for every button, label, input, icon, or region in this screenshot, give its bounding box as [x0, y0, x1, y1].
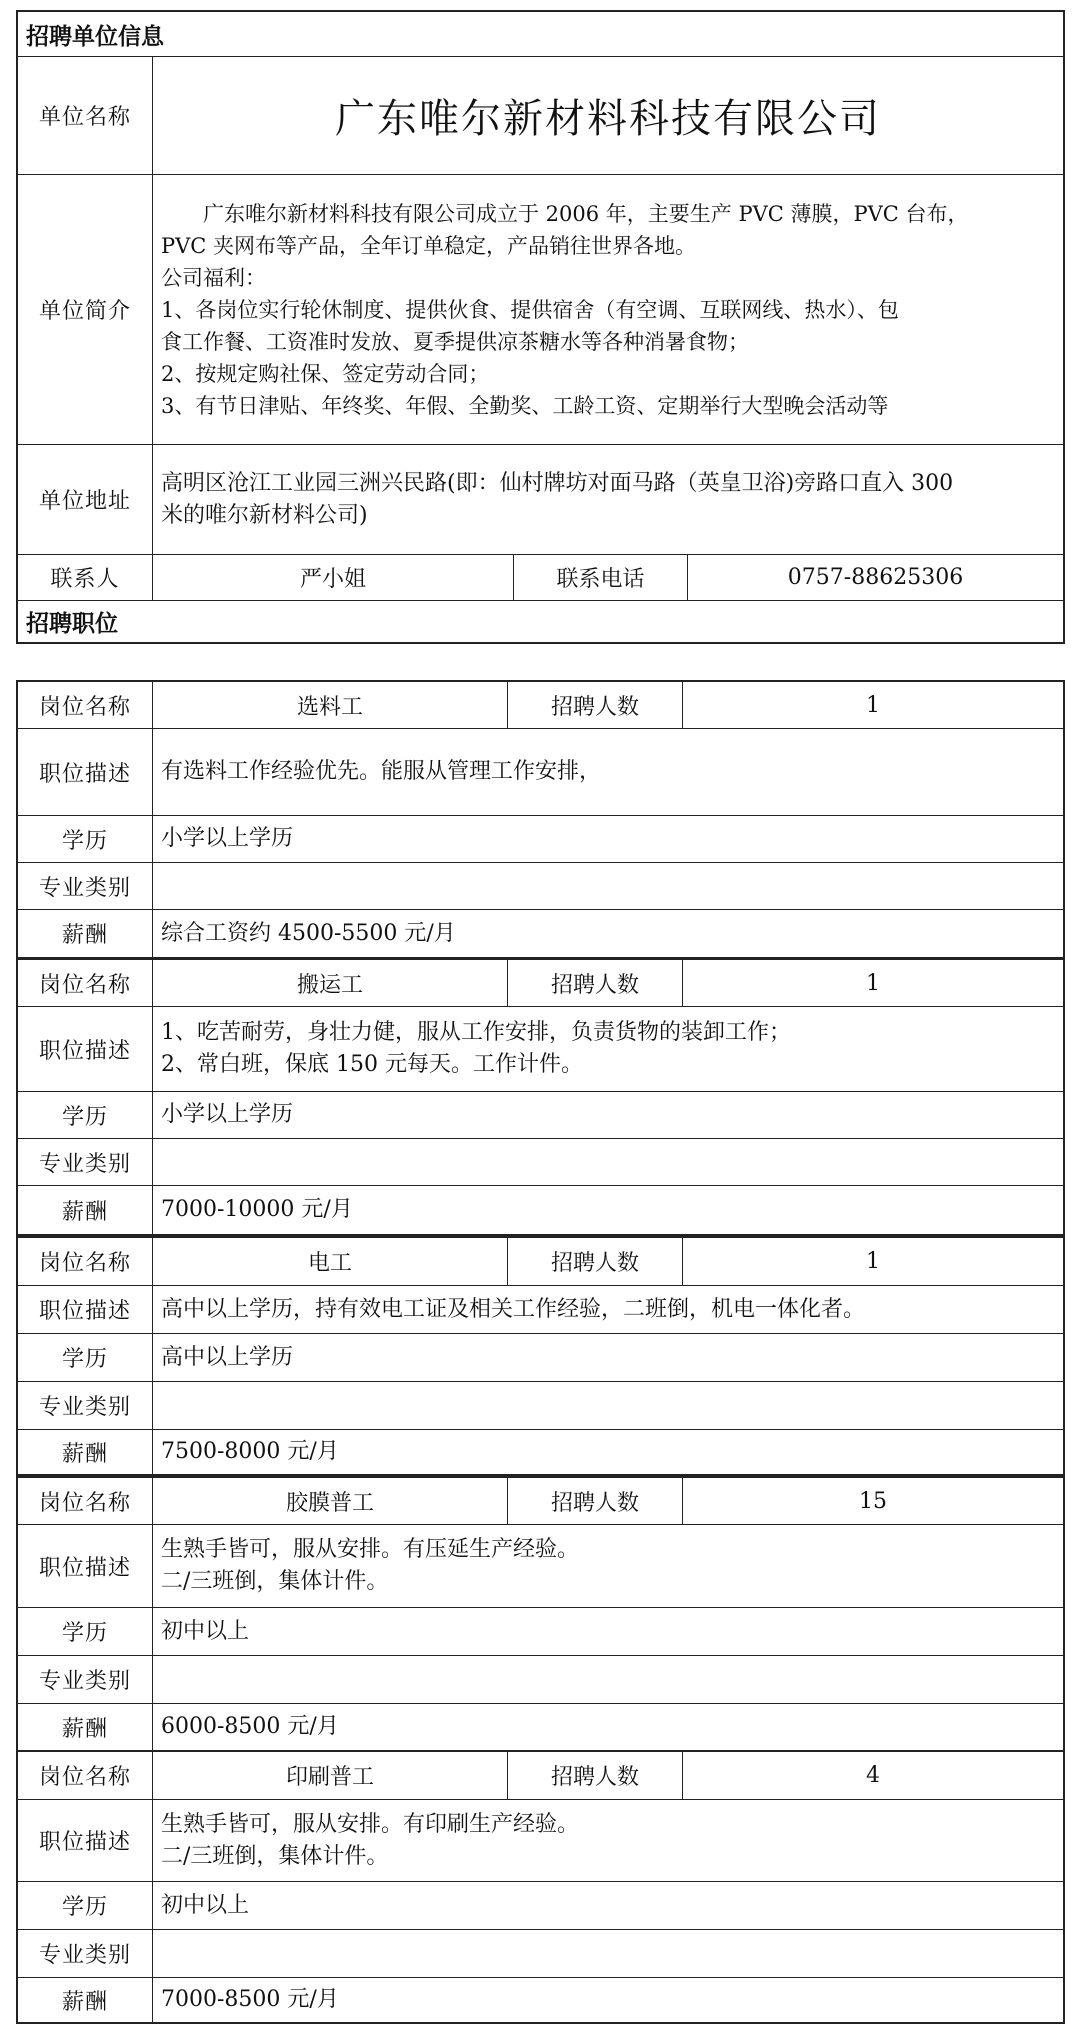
salary-label: 薪酬 — [61, 1199, 108, 1225]
job-description — [152, 1800, 1063, 1881]
job-table — [16, 680, 1065, 959]
job-education-row — [18, 1334, 1063, 1382]
job-table — [16, 1236, 1065, 1476]
job-education: 初中以上 — [152, 1882, 1063, 1929]
description-line: 生熟手皆可，服从安排。有压延生产经验。 — [161, 1537, 580, 1562]
major-label: 专业类别 — [38, 875, 131, 901]
job-major — [152, 1382, 1063, 1429]
education-label: 学历 — [61, 828, 108, 854]
job-name: 搬运工 — [152, 960, 507, 1006]
major-label: 专业类别 — [38, 1151, 131, 1177]
job-name: 印刷普工 — [152, 1752, 507, 1799]
intro-line: 1、各岗位实行轮休制度、提供伙食、提供宿舍（有空调、互联网线、热水）、包 — [161, 297, 899, 322]
headcount-label: 招聘人数 — [507, 1752, 682, 1799]
description-line: 二/三班倒，集体计件。 — [161, 1569, 389, 1594]
description-line: 2、常白班，保底 150 元每天。工作计件。 — [161, 1052, 583, 1077]
job-major — [152, 1930, 1063, 1977]
job-description-row — [18, 1286, 1063, 1334]
headcount-label: 招聘人数 — [507, 1238, 682, 1285]
job-education: 小学以上学历 — [152, 816, 1063, 862]
description-line: 1、吃苦耐劳，身壮力健，服从工作安排，负责货物的装卸工作； — [161, 1020, 791, 1045]
company-section-header — [18, 12, 1063, 57]
job-major-row — [18, 1656, 1063, 1704]
job-salary-row — [18, 1704, 1063, 1750]
headcount-label: 招聘人数 — [507, 682, 682, 728]
job-major-row — [18, 1139, 1063, 1186]
job-salary-row — [18, 1186, 1063, 1234]
company-address-row — [18, 445, 1063, 555]
salary-label: 薪酬 — [61, 1716, 108, 1742]
company-section-title: 招聘单位信息 — [26, 23, 164, 50]
description-label: 职位描述 — [38, 1555, 131, 1581]
description-label: 职位描述 — [38, 761, 131, 787]
headcount-label: 招聘人数 — [507, 960, 682, 1006]
job-table — [16, 1476, 1065, 1752]
job-headcount: 1 — [682, 682, 1063, 728]
company-name: 广东唯尔新材料科技有限公司 — [152, 57, 1063, 174]
job-table — [16, 1750, 1065, 2024]
job-name-label: 岗位名称 — [38, 1490, 131, 1516]
company-info-table — [16, 10, 1065, 644]
job-description — [152, 1286, 1063, 1333]
description-line: 生熟手皆可，服从安排。有印刷生产经验。 — [161, 1811, 580, 1837]
job-major — [152, 1139, 1063, 1185]
description-line: 高中以上学历，持有效电工证及相关工作经验，二班倒，机电一体化者。 — [161, 1296, 866, 1322]
description-line: 有选料工作经验优先。能服从管理工作安排， — [161, 759, 602, 784]
job-name: 选料工 — [152, 682, 507, 728]
job-salary: 综合工资约 4500-5500 元/月 — [152, 910, 1063, 957]
intro-line: 2、按规定购社保、签定劳动合同； — [161, 361, 490, 386]
job-salary: 7000-10000 元/月 — [152, 1186, 1063, 1234]
job-description-row — [18, 1800, 1063, 1882]
job-description-row — [18, 729, 1063, 816]
job-title-row — [18, 960, 1063, 1007]
job-name-label: 岗位名称 — [38, 694, 131, 720]
description-line: 二/三班倒，集体计件。 — [161, 1843, 389, 1869]
company-name-row — [18, 57, 1063, 175]
positions-section-title: 招聘职位 — [26, 611, 118, 637]
contact-label: 联系人 — [50, 567, 120, 592]
job-title-row — [18, 1752, 1063, 1800]
job-name-label: 岗位名称 — [38, 1765, 131, 1790]
company-name-label: 单位名称 — [38, 105, 131, 130]
job-education-row — [18, 1092, 1063, 1139]
job-education: 小学以上学历 — [152, 1092, 1063, 1138]
job-education-row — [18, 816, 1063, 863]
job-title-row — [18, 1238, 1063, 1286]
job-headcount: 1 — [682, 1238, 1063, 1285]
company-contact-row — [18, 555, 1063, 601]
job-major-row — [18, 1382, 1063, 1430]
job-salary: 6000-8500 元/月 — [152, 1704, 1063, 1750]
job-education-row — [18, 1882, 1063, 1930]
education-label: 学历 — [61, 1895, 108, 1920]
job-salary: 7000-8500 元/月 — [152, 1978, 1063, 2022]
job-name: 电工 — [152, 1238, 507, 1285]
address-line: 米的唯尔新材料公司) — [161, 502, 368, 528]
positions-section-header — [18, 601, 1063, 642]
job-description — [152, 1525, 1063, 1607]
major-label: 专业类别 — [38, 1943, 131, 1968]
salary-label: 薪酬 — [61, 1441, 108, 1467]
company-intro-label: 单位简介 — [38, 299, 131, 324]
job-salary-row — [18, 1978, 1063, 2022]
job-salary: 7500-8000 元/月 — [152, 1430, 1063, 1474]
job-major — [152, 1656, 1063, 1703]
phone-label: 联系电话 — [513, 555, 687, 600]
job-salary-row — [18, 910, 1063, 957]
job-description — [152, 1007, 1063, 1091]
job-description — [152, 729, 1063, 815]
intro-line: 公司福利： — [161, 265, 266, 290]
job-major — [152, 863, 1063, 909]
job-title-row — [18, 682, 1063, 729]
contact-person: 严小姐 — [152, 555, 513, 600]
major-label: 专业类别 — [38, 1395, 131, 1420]
contact-phone: 0757-88625306 — [687, 555, 1063, 600]
job-major-row — [18, 863, 1063, 910]
job-headcount: 4 — [682, 1752, 1063, 1799]
address-line: 高明区沧江工业园三洲兴民路(即：仙村牌坊对面马路（英皇卫浴)旁路口直入 300 — [161, 470, 954, 496]
headcount-label: 招聘人数 — [507, 1478, 682, 1524]
job-name: 胶膜普工 — [152, 1478, 507, 1524]
company-address-label: 单位地址 — [38, 489, 131, 514]
job-major-row — [18, 1930, 1063, 1978]
job-education: 初中以上 — [152, 1608, 1063, 1655]
education-label: 学历 — [61, 1347, 108, 1372]
intro-line: 3、有节日津贴、年终奖、年假、全勤奖、工龄工资、定期举行大型晚会活动等 — [161, 393, 889, 418]
description-label: 职位描述 — [38, 1038, 131, 1064]
education-label: 学历 — [61, 1104, 108, 1130]
job-description-row — [18, 1007, 1063, 1092]
job-headcount: 15 — [682, 1478, 1063, 1524]
job-education-row — [18, 1608, 1063, 1656]
education-label: 学历 — [61, 1621, 108, 1646]
description-label: 职位描述 — [38, 1830, 131, 1855]
job-title-row — [18, 1478, 1063, 1525]
job-headcount: 1 — [682, 960, 1063, 1006]
major-label: 专业类别 — [38, 1669, 131, 1694]
intro-line: 广东唯尔新材料科技有限公司成立于 2006 年，主要生产 PVC 薄膜，PVC 台布， — [161, 201, 969, 226]
job-name-label: 岗位名称 — [38, 972, 131, 998]
company-intro — [152, 175, 1063, 444]
job-table — [16, 958, 1065, 1236]
intro-line: 食工作餐、工资准时发放、夏季提供凉茶糖水等各种消暑食物； — [161, 329, 749, 354]
intro-line: PVC 夹网布等产品，全年订单稳定，产品销往世界各地。 — [161, 233, 697, 258]
salary-label: 薪酬 — [61, 1989, 108, 2015]
job-education: 高中以上学历 — [152, 1334, 1063, 1381]
job-name-label: 岗位名称 — [38, 1251, 131, 1276]
company-address — [152, 445, 1063, 554]
salary-label: 薪酬 — [61, 923, 108, 948]
job-salary-row — [18, 1430, 1063, 1474]
company-intro-row — [18, 175, 1063, 445]
job-description-row — [18, 1525, 1063, 1608]
description-label: 职位描述 — [38, 1299, 131, 1324]
